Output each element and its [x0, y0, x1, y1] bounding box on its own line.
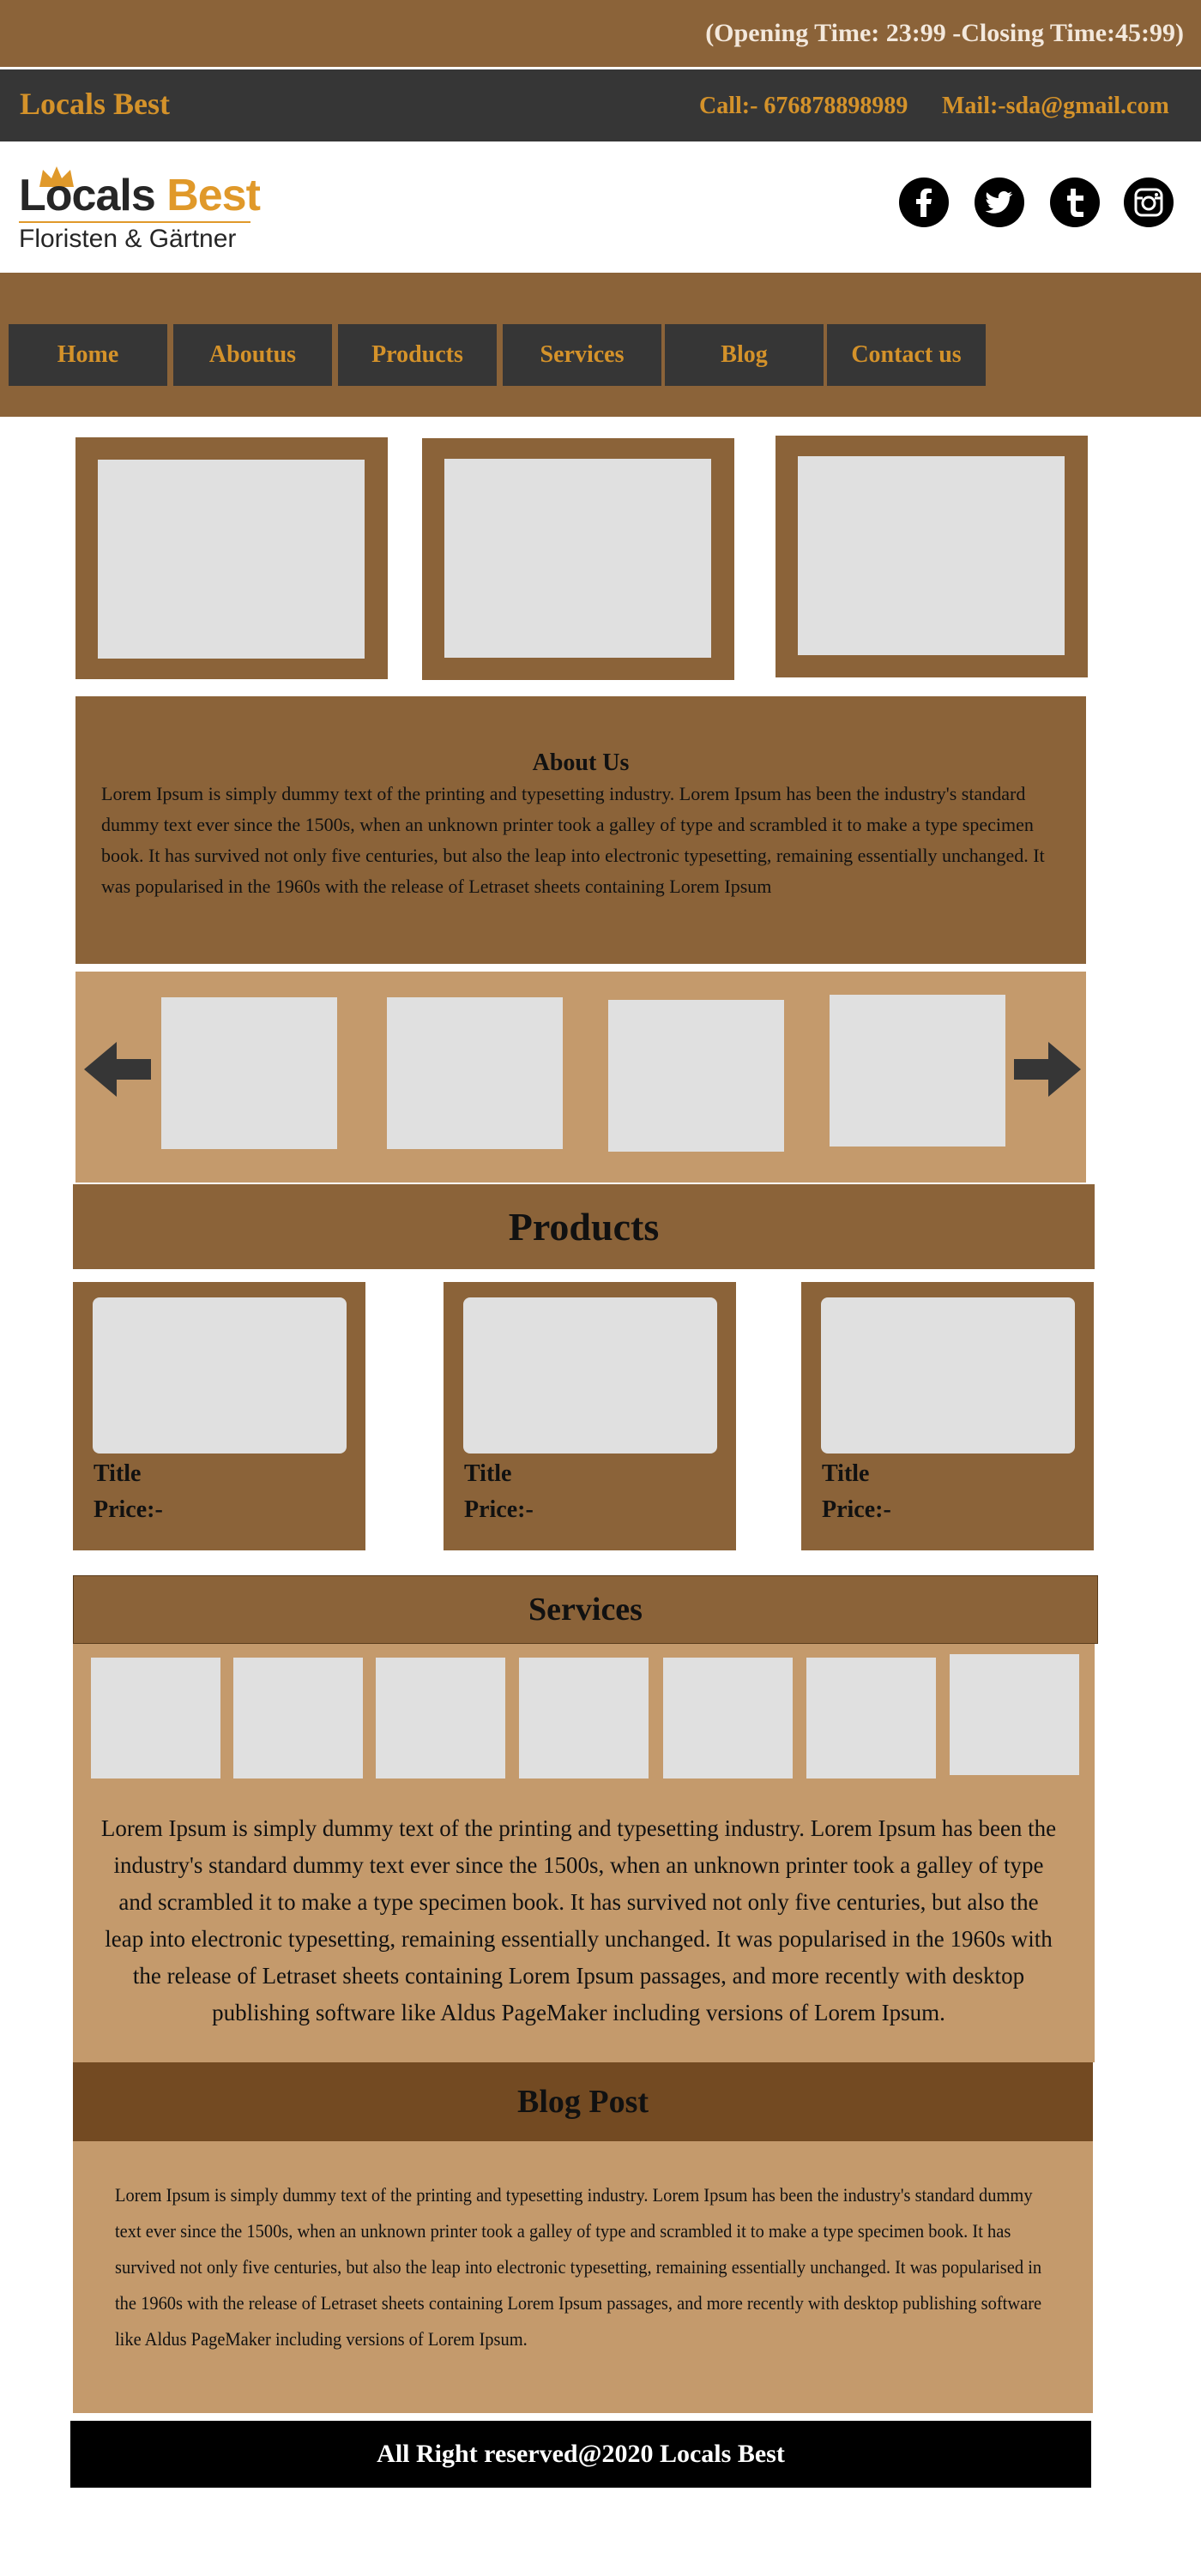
products-heading: Products	[73, 1184, 1095, 1269]
service-image-1	[91, 1658, 220, 1779]
carousel-image-1	[161, 997, 337, 1149]
gallery-frame-2	[422, 438, 734, 680]
product-image	[821, 1297, 1075, 1454]
services-text: Lorem Ipsum is simply dummy text of the printing and typesetting industry. Lorem Ipsum has been the industry's standard dummy text ever since the 1500s, when an unknown printer took a galley of type and scrambled it to make a type specimen book. It has survived not only five centuries, but also the leap into electronic typesetting, remaining essentially unchanged. It was popularised in the 1960s with the release of Letraset sheets containing Lorem Ipsum passages, and more recently with desktop publishing software like Aldus PageMaker including versions of Lorem Ipsum.	[100, 1815, 1057, 2025]
service-image-5	[663, 1658, 793, 1779]
product-price: Price:-	[464, 1496, 534, 1523]
footer: All Right reserved@2020 Locals Best	[70, 2421, 1091, 2488]
blog-heading: Blog Post	[73, 2062, 1093, 2141]
logo-wordmark: Locals Best	[19, 171, 260, 220]
brand-name: Locals Best	[20, 87, 170, 121]
service-image-3	[376, 1658, 505, 1779]
nav-home[interactable]: Home	[9, 324, 167, 386]
nav-products[interactable]: Products	[338, 324, 497, 386]
product-title: Title	[464, 1460, 512, 1487]
phone-number[interactable]: Call:- 676878898989	[699, 93, 908, 119]
carousel-image-4	[830, 995, 1005, 1147]
site-logo[interactable]	[19, 165, 276, 259]
about-section	[75, 696, 1086, 964]
service-image-2	[233, 1658, 363, 1779]
image-carousel	[75, 972, 1086, 1183]
about-text: Lorem Ipsum is simply dummy text of the printing and typesetting industry. Lorem Ipsum has been the industry's standard dummy text ever since the 1500s, when an unknown printer took a galley of type and scrambled it to make a type specimen book. It has survived not only five centuries, but also the leap into electronic typesetting, remaining essentially unchanged. It was popularised in the 1960s with the release of Letraset sheets containing Lorem Ipsum	[101, 783, 1045, 897]
product-card[interactable]	[444, 1282, 736, 1550]
product-card[interactable]	[73, 1282, 365, 1550]
product-image	[463, 1297, 717, 1454]
gallery-image-2	[444, 459, 711, 658]
nav-contact-us[interactable]: Contact us	[827, 324, 986, 386]
gallery-image-1	[98, 460, 365, 659]
gallery-frame-3	[776, 436, 1088, 677]
services-heading: Services	[73, 1575, 1098, 1644]
product-price: Price:-	[822, 1496, 891, 1523]
product-title: Title	[94, 1460, 142, 1487]
service-image-4	[519, 1658, 649, 1779]
gallery-frame-1	[75, 437, 388, 679]
service-image-6	[806, 1658, 936, 1779]
gallery-image-3	[798, 456, 1065, 655]
product-title: Title	[822, 1460, 870, 1487]
service-image-7	[950, 1654, 1079, 1775]
product-image	[93, 1297, 347, 1454]
nav-aboutus[interactable]: Aboutus	[173, 324, 332, 386]
carousel-image-2	[387, 997, 563, 1149]
arrow-left-icon[interactable]	[84, 1042, 153, 1097]
about-title: About Us	[532, 749, 630, 776]
logo-tagline: Floristen & Gärtner	[19, 225, 237, 253]
carousel-image-3	[608, 1000, 784, 1152]
tumblr-icon[interactable]	[1050, 178, 1100, 227]
product-price: Price:-	[94, 1496, 163, 1523]
facebook-icon[interactable]	[899, 178, 949, 227]
twitter-icon[interactable]	[975, 178, 1024, 227]
nav-blog[interactable]: Blog	[665, 324, 824, 386]
services-section	[73, 1644, 1095, 2062]
instagram-icon[interactable]	[1124, 178, 1174, 227]
logo-underline	[19, 221, 250, 223]
arrow-right-icon[interactable]	[1012, 1042, 1081, 1097]
email-address[interactable]: Mail:-sda@gmail.com	[942, 93, 1169, 119]
product-card[interactable]	[801, 1282, 1094, 1550]
blog-text: Lorem Ipsum is simply dummy text of the printing and typesetting industry. Lorem Ipsum has been the industry's standard dummy text ever since the 1500s, when an unknown printer took a galley of type and scrambled it to make a type specimen book. It has survived not only five centuries, but also the leap into electronic typesetting, remaining essentially unchanged. It was popularised in the 1960s with the release of Letraset sheets containing Lorem Ipsum passages, and more recently with desktop publishing software like Aldus PageMaker including versions of Lorem Ipsum.	[115, 2184, 1042, 2350]
opening-hours: (Opening Time: 23:99 -Closing Time:45:99)	[705, 19, 1184, 47]
nav-services[interactable]: Services	[503, 324, 661, 386]
blog-section	[73, 2141, 1093, 2413]
